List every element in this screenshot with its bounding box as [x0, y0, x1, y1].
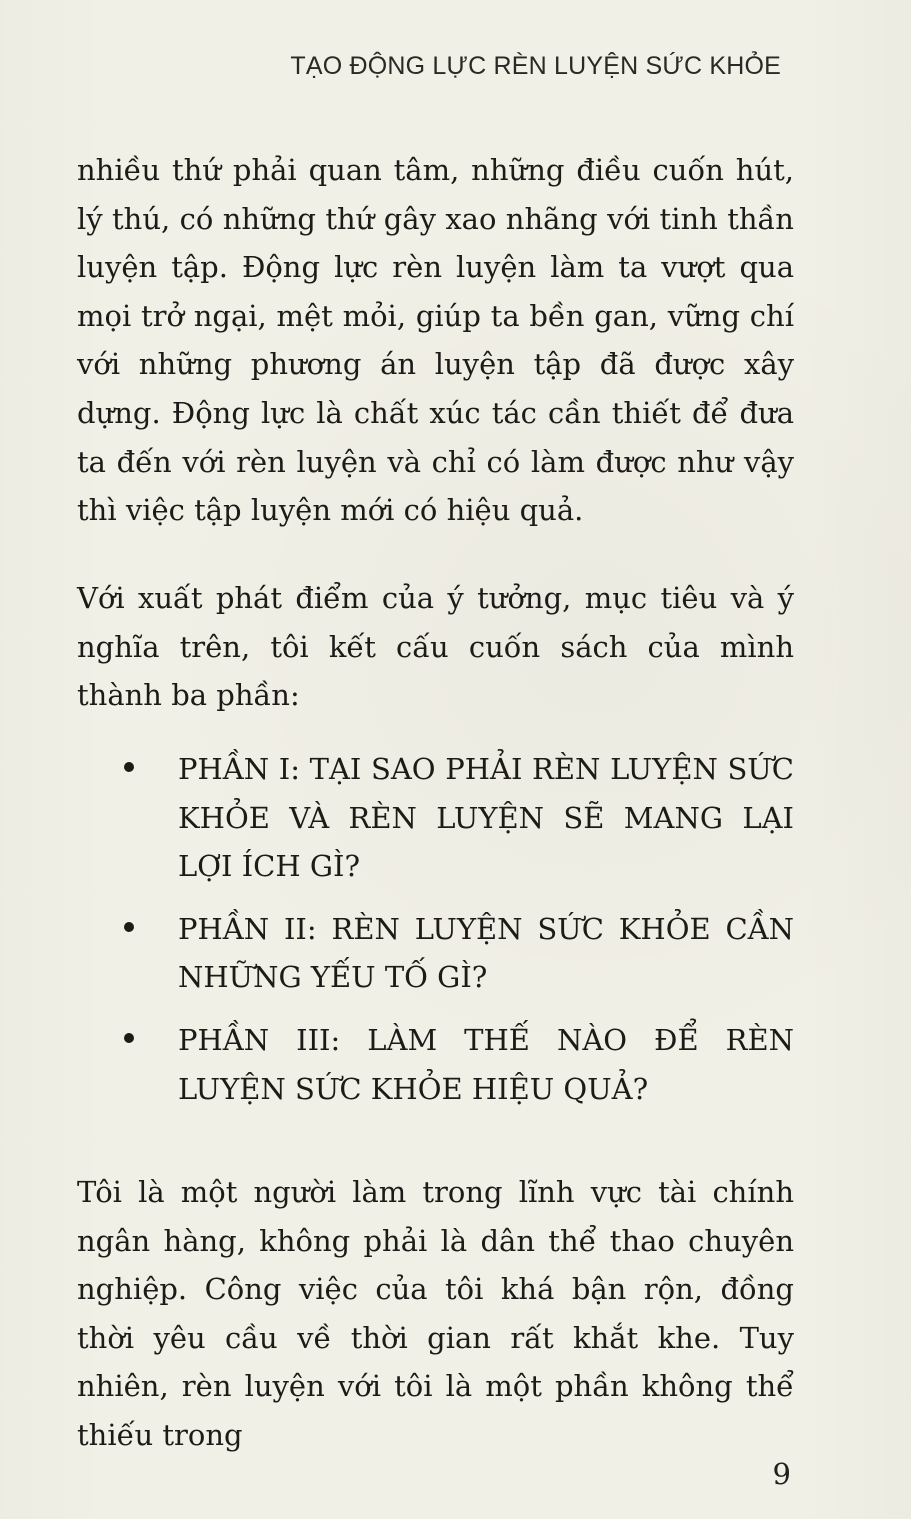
book-part-label: PHẦN III: LÀM THẾ NÀO ĐỂ RÈN LUYỆN SỨC KHỎE HIỆU QUẢ?	[178, 1022, 794, 1106]
bullet-icon	[124, 762, 134, 772]
page-number: 9	[772, 1457, 791, 1491]
book-parts-list	[77, 745, 794, 1113]
book-part-item	[77, 905, 794, 1002]
paragraph-author-context: Tôi là một người làm trong lĩnh vực tài chính ngân hàng, không phải là dân thể thao chuyên nghiệp. Công việc của tôi khá bận rộn, đồng thời yêu cầu về thời gian rất khắt khe. Tuy nhiên, rèn luyện với tôi là một phần không thể thiếu trong	[77, 1175, 794, 1452]
bullet-icon	[124, 1033, 134, 1043]
book-part-label: PHẦN II: RÈN LUYỆN SỨC KHỎE CẦN NHỮNG YẾU TỐ GÌ?	[178, 911, 794, 995]
book-part-item	[77, 1016, 794, 1113]
bullet-icon	[124, 922, 134, 932]
running-head-title: TẠO ĐỘNG LỰC RÈN LUYỆN SỨC KHỎE	[290, 52, 781, 80]
book-part-item	[77, 745, 794, 891]
paragraph-motivation: nhiều thứ phải quan tâm, những điều cuốn hút, lý thú, có những thứ gây xao nhãng với tinh thần luyện tập. Động lực rèn luyện làm ta vượt qua mọi trở ngại, mệt mỏi, giúp ta bền gan, vững chí với những phương án luyện tập đã được xây dựng. Động lực là chất xúc tác cần thiết để đưa ta đến với rèn luyện và chỉ có làm được như vậy thì việc tập luyện mới có hiệu quả.	[77, 153, 794, 528]
book-part-label: PHẦN I: TẠI SAO PHẢI RÈN LUYỆN SỨC KHỎE VÀ RÈN LUYỆN SẼ MANG LẠI LỢI ÍCH GÌ?	[178, 752, 794, 884]
paragraph-book-structure: Với xuất phát điểm của ý tưởng, mục tiêu và ý nghĩa trên, tôi kết cấu cuốn sách của mình thành ba phần:	[77, 581, 794, 713]
